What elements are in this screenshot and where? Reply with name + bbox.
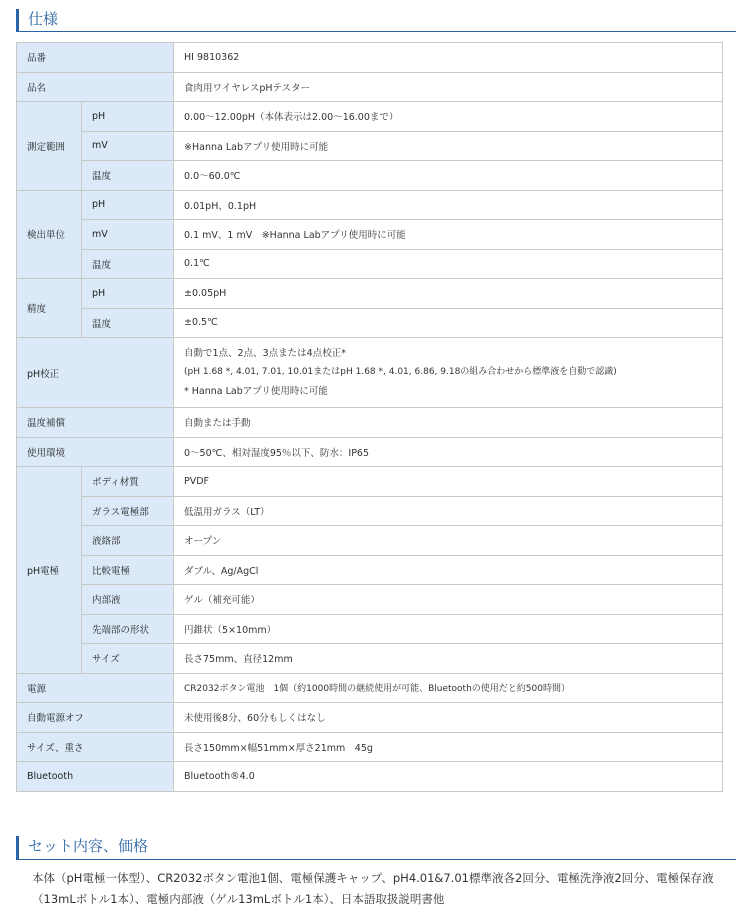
spec-table: [16, 42, 723, 792]
spec-label: 品番: [17, 43, 174, 73]
set-heading-text: セット内容、価格: [28, 837, 149, 855]
spec-value: HI 9810362: [174, 43, 723, 73]
spec-value: 長さ150mm×幅51mm×厚さ21mm 45g: [174, 732, 723, 762]
spec-sublabel: 比較電極: [82, 555, 174, 585]
spec-sublabel: ガラス電極部: [82, 496, 174, 526]
spec-sublabel: 温度: [82, 308, 174, 338]
spec-label: 自動電源オフ: [17, 703, 174, 733]
spec-value: 長さ75mm、直径12mm: [174, 644, 723, 674]
spec-value: 自動または手動: [174, 408, 723, 438]
table-row: [17, 467, 723, 497]
spec-sublabel: pH: [82, 190, 174, 220]
set-section-heading: [16, 836, 736, 860]
spec-sublabel: 温度: [82, 249, 174, 279]
spec-section-heading: [16, 9, 736, 32]
spec-group-label: pH電極: [17, 467, 82, 674]
table-row: [17, 43, 723, 73]
spec-label: サイズ、重さ: [17, 732, 174, 762]
table-row: [17, 526, 723, 556]
spec-sublabel: サイズ: [82, 644, 174, 674]
table-row: [17, 308, 723, 338]
spec-value: 0.01pH、0.1pH: [174, 190, 723, 220]
spec-value: ±0.5℃: [174, 308, 723, 338]
table-row: [17, 644, 723, 674]
table-row: [17, 673, 723, 703]
spec-value: 未使用後8分、60分もしくはなし: [174, 703, 723, 733]
calibration-line-3: * Hanna Labアプリ使用時に可能: [184, 386, 328, 397]
table-row: [17, 437, 723, 467]
spec-sublabel: 温度: [82, 161, 174, 191]
table-row: [17, 249, 723, 279]
set-contents-text: 本体（pH電極一体型）、CR2032ボタン電池1個、電極保護キャップ、pH4.01&7.01標準液各2回分、電極洗浄液2回分、電極保存液（13mLボトル1本）、電極内部液（ゲル13mLボトル1本）、日本語取扱説明書他: [32, 871, 714, 906]
table-row: [17, 338, 723, 408]
spec-sublabel: pH: [82, 279, 174, 309]
spec-value: 円錐状（5×10mm）: [174, 614, 723, 644]
table-row: [17, 131, 723, 161]
table-row: [17, 703, 723, 733]
spec-label: 使用環境: [17, 437, 174, 467]
spec-sublabel: 先端部の形状: [82, 614, 174, 644]
calibration-line-1: 自動で1点、2点、3点または4点校正*: [184, 348, 346, 359]
spec-label: 温度補償: [17, 408, 174, 438]
calibration-line-2: (pH 1.68 *, 4.01, 7.01, 10.01またはpH 1.68 *, 4.01, 6.86, 9.18の組み合わせから標準液を自動で認識): [184, 367, 617, 377]
table-row: [17, 555, 723, 585]
spec-sublabel: mV: [82, 220, 174, 250]
table-row: [17, 190, 723, 220]
spec-label: Bluetooth: [17, 762, 174, 792]
spec-sublabel: mV: [82, 131, 174, 161]
spec-label: pH校正: [17, 338, 174, 408]
table-row: [17, 732, 723, 762]
spec-heading-text: 仕様: [28, 10, 59, 28]
table-row: [17, 408, 723, 438]
spec-value: 0.0～60.0℃: [174, 161, 723, 191]
spec-value: 0～50℃、相対湿度95％以下、防水：IP65: [174, 437, 723, 467]
spec-label: 電源: [17, 673, 174, 703]
spec-value: 0.1℃: [174, 249, 723, 279]
spec-value: 0.00～12.00pH（本体表示は2.00～16.00まで）: [174, 102, 723, 132]
spec-value: ±0.05pH: [174, 279, 723, 309]
spec-value: Bluetooth®4.0: [174, 762, 723, 792]
spec-value: 0.1 mV、1 mV ※Hanna Labアプリ使用時に可能: [174, 220, 723, 250]
spec-group-label: 測定範囲: [17, 102, 82, 191]
spec-value: オープン: [174, 526, 723, 556]
table-row: [17, 161, 723, 191]
spec-value: CR2032ボタン電池 1個（約1000時間の継続使用が可能、Bluetoothの使用だと約500時間）: [174, 673, 723, 703]
spec-value: 低温用ガラス（LT）: [174, 496, 723, 526]
spec-sublabel: pH: [82, 102, 174, 132]
table-row: [17, 72, 723, 102]
spec-group-label: 検出単位: [17, 190, 82, 279]
spec-value: PVDF: [174, 467, 723, 497]
table-row: [17, 102, 723, 132]
spec-group-label: 精度: [17, 279, 82, 338]
table-row: [17, 496, 723, 526]
table-row: [17, 762, 723, 792]
spec-sublabel: 内部液: [82, 585, 174, 615]
spec-value: ダブル、Ag/AgCl: [174, 555, 723, 585]
spec-value: 食肉用ワイヤレスpHテスター: [174, 72, 723, 102]
spec-sublabel: 液絡部: [82, 526, 174, 556]
spec-sublabel: ボディ材質: [82, 467, 174, 497]
spec-label: 品名: [17, 72, 174, 102]
table-row: [17, 279, 723, 309]
table-row: [17, 585, 723, 615]
table-row: [17, 220, 723, 250]
spec-value-multiline: [174, 338, 723, 408]
spec-value: ゲル（補充可能）: [174, 585, 723, 615]
table-row: [17, 614, 723, 644]
spec-value: ※Hanna Labアプリ使用時に可能: [174, 131, 723, 161]
